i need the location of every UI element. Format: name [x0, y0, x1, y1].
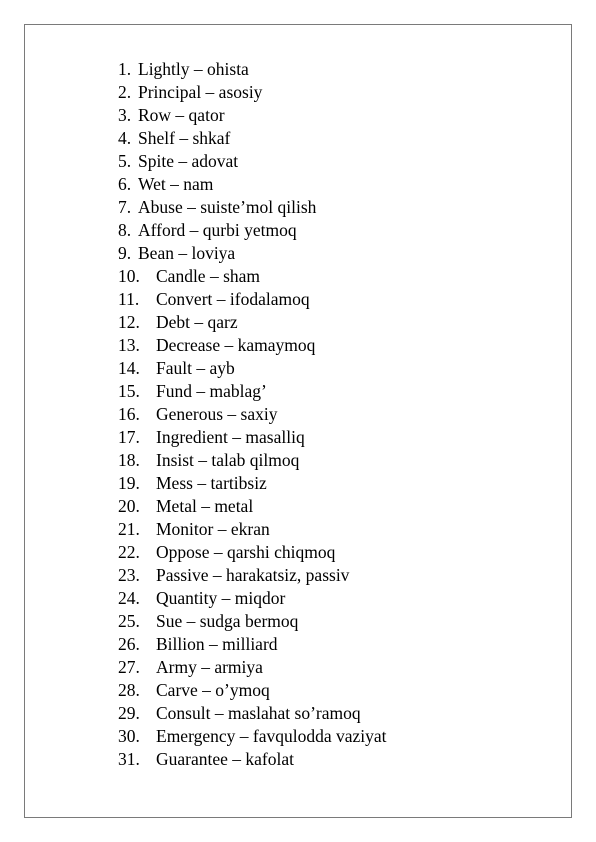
vocabulary-list: [118, 58, 387, 771]
item-number: 8.: [118, 220, 132, 240]
item-text: Quantity – miqdor: [156, 588, 286, 608]
item-number: 4.: [118, 128, 132, 148]
item-text: Passive – harakatsiz, passiv: [156, 565, 350, 585]
item-number: 2.: [118, 82, 132, 102]
item-number: 28.: [118, 680, 140, 700]
item-number: 6.: [118, 174, 132, 194]
item-text: Insist – talab qilmoq: [156, 450, 300, 470]
list-item: [118, 58, 387, 81]
item-number: 27.: [118, 657, 140, 677]
list-item: [118, 173, 387, 196]
item-number: 15.: [118, 381, 140, 401]
list-item: [118, 702, 387, 725]
list-item: [118, 725, 387, 748]
list-item: [118, 81, 387, 104]
item-text: Billion – milliard: [156, 634, 278, 654]
item-text: Guarantee – kafolat: [156, 749, 294, 769]
item-text: Bean – loviya: [138, 243, 236, 263]
item-number: 19.: [118, 473, 140, 493]
item-number: 17.: [118, 427, 140, 447]
item-text: Row – qator: [138, 105, 225, 125]
list-item: [118, 242, 387, 265]
item-text: Decrease – kamaymoq: [156, 335, 316, 355]
item-number: 13.: [118, 335, 140, 355]
item-text: Spite – adovat: [138, 151, 239, 171]
item-text: Convert – ifodalamoq: [156, 289, 310, 309]
list-item: [118, 219, 387, 242]
item-text: Lightly – ohista: [138, 59, 249, 79]
item-number: 10.: [118, 266, 140, 286]
list-item: [118, 380, 387, 403]
item-number: 23.: [118, 565, 140, 585]
item-text: Consult – maslahat so’ramoq: [156, 703, 361, 723]
list-item: [118, 633, 387, 656]
list-item: [118, 127, 387, 150]
item-number: 20.: [118, 496, 140, 516]
list-item: [118, 288, 387, 311]
item-number: 18.: [118, 450, 140, 470]
item-number: 24.: [118, 588, 140, 608]
item-text: Metal – metal: [156, 496, 254, 516]
list-item: [118, 196, 387, 219]
item-number: 3.: [118, 105, 132, 125]
item-number: 7.: [118, 197, 132, 217]
item-number: 16.: [118, 404, 140, 424]
list-item: [118, 150, 387, 173]
item-number: 5.: [118, 151, 132, 171]
item-text: Wet – nam: [138, 174, 214, 194]
list-item: [118, 541, 387, 564]
item-text: Fault – ayb: [156, 358, 235, 378]
item-number: 31.: [118, 749, 140, 769]
list-item: [118, 449, 387, 472]
item-number: 26.: [118, 634, 140, 654]
list-item: [118, 357, 387, 380]
item-text: Sue – sudga bermoq: [156, 611, 299, 631]
list-item: [118, 334, 387, 357]
item-text: Afford – qurbi yetmoq: [138, 220, 297, 240]
list-item: [118, 311, 387, 334]
list-item: [118, 679, 387, 702]
item-text: Generous – saxiy: [156, 404, 278, 424]
item-text: Principal – asosiy: [138, 82, 263, 102]
list-item: [118, 104, 387, 127]
list-item: [118, 564, 387, 587]
list-item: [118, 426, 387, 449]
item-number: 25.: [118, 611, 140, 631]
list-item: [118, 495, 387, 518]
item-text: Shelf – shkaf: [138, 128, 231, 148]
list-item: [118, 748, 387, 771]
list-item: [118, 472, 387, 495]
item-number: 21.: [118, 519, 140, 539]
item-text: Mess – tartibsiz: [156, 473, 267, 493]
list-item: [118, 656, 387, 679]
item-number: 30.: [118, 726, 140, 746]
item-text: Debt – qarz: [156, 312, 238, 332]
item-text: Carve – o’ymoq: [156, 680, 270, 700]
list-item: [118, 265, 387, 288]
list-item: [118, 518, 387, 541]
item-text: Abuse – suiste’mol qilish: [138, 197, 317, 217]
list-item: [118, 610, 387, 633]
item-text: Monitor – ekran: [156, 519, 270, 539]
item-text: Candle – sham: [156, 266, 261, 286]
item-number: 11.: [118, 289, 140, 309]
item-number: 29.: [118, 703, 140, 723]
item-text: Army – armiya: [156, 657, 263, 677]
item-text: Emergency – favqulodda vaziyat: [156, 726, 387, 746]
list-item: [118, 587, 387, 610]
item-number: 1.: [118, 59, 132, 79]
list-item: [118, 403, 387, 426]
item-text: Oppose – qarshi chiqmoq: [156, 542, 336, 562]
item-text: Ingredient – masalliq: [156, 427, 305, 447]
item-number: 9.: [118, 243, 132, 263]
item-number: 14.: [118, 358, 140, 378]
item-text: Fund – mablag’: [156, 381, 267, 401]
item-number: 12.: [118, 312, 140, 332]
item-number: 22.: [118, 542, 140, 562]
